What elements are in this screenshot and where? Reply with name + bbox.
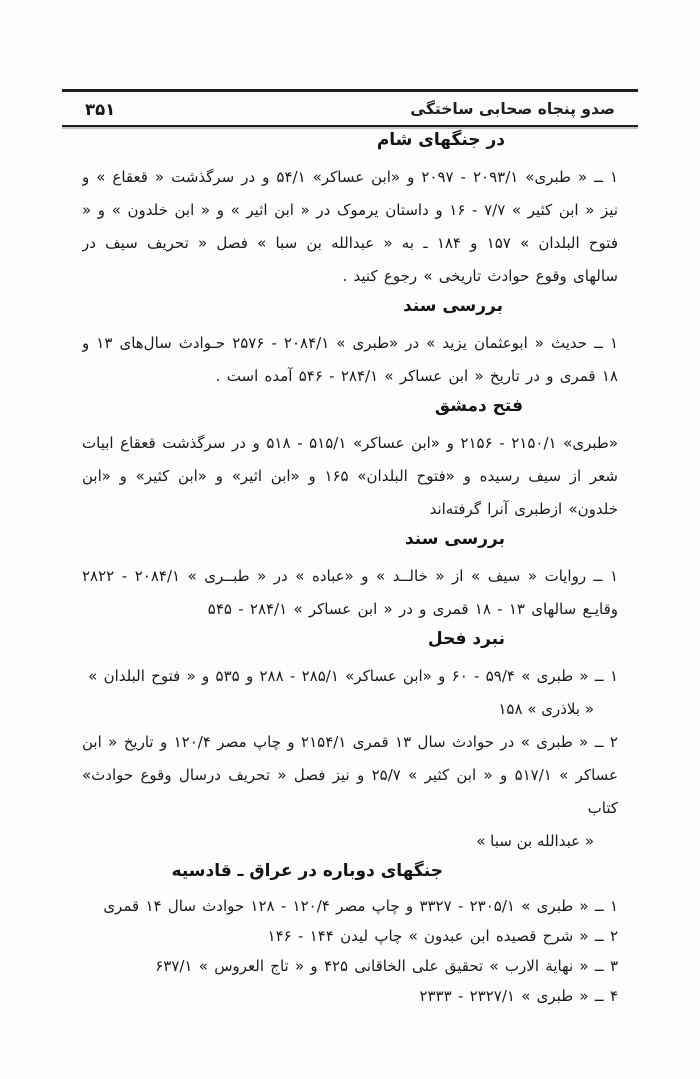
reference-paragraph: ۱ ــ روایات « سیف » از « خالــد » و «عباده » در « طبــری » ۲۰۸۴/۱ - ۲۸۲۲ وقایـع سالهای ۱۳ - ۱۸ قمری و در « ابن عساکر » ۲۸۴/۱ - ۵۴۵	[82, 567, 618, 618]
section-heading: نبرد فحل	[427, 629, 505, 649]
header-row	[85, 95, 615, 123]
section-heading: بررسی سند	[404, 529, 505, 549]
reference-paragraph: ۱ ــ « طبری » ۵۹/۴ - ۶۰ و «ابن عساکر» ۲۸۵/۱ - ۲۸۸ و ۵۳۵ و « فتوح البلدان »	[88, 667, 618, 685]
reference-paragraph: ۲ ــ « طبری » در حوادث سال ۱۳ قمری ۲۱۵۴/۱ و چاپ مصر ۱۲۰/۴ و تاریخ « ابن عساکر » ۵۱۷/۱ و « ابن کثیر » ۲۵/۷ و نیز فصل « تحریف درسال وقوع حوادث» کتاب	[82, 733, 618, 817]
section-sanad-review-1	[82, 293, 618, 393]
section-iraq-qadisiyya-wars	[82, 858, 618, 1011]
section-heading: جنگهای دوباره در عراق ـ قادسیه	[171, 861, 443, 881]
reference-line: ۳ ــ « نهایة الارب » تحقیق علی الخاقانی ۴۲۵ و « تاج العروس » ۶۳۷/۱	[155, 957, 618, 975]
header-rule-top	[62, 89, 638, 92]
page-number: ۳۵۱	[85, 99, 116, 119]
section-heading: در جنگهای شام	[376, 130, 505, 150]
section-fath-damascus	[82, 393, 618, 526]
reference-paragraph: «طبری» ۲۱۵۰/۱ - ۲۱۵۶ و «ابن عساکر» ۵۱۵/۱ - ۵۱۸ و در سرگذشت قعقاع ابیات شعر از سیف رسیده و «فتوح البلدان» ۱۶۵ و «ابن اثیر» و «ابن کثیر» و «ابن خلدون» ازطبری آنرا گرفته‌اند	[82, 434, 618, 518]
reference-line: ۱ ــ « طبری » ۲۳۰۵/۱ - ۳۳۲۷ و چاپ مصر ۱۲۰/۴ - ۱۲۸ حوادث سال ۱۴ قمری	[103, 897, 618, 915]
reference-paragraph: ۱ ــ « طبری» ۲۰۹۳/۱ - ۲۰۹۷ و «ابن عساکر» ۵۴/۱ و در سرگذشت « قعقاع » و نیز « ابن کثیر » ۷/۷ - ۱۶ و داستان یرموک در « ابن اثیر » و « ابن خلدون » و « فتوح البلدان » ۱۵۷ و ۱۸۴ ـ به « عبدالله بن سبا » فصل « تحریف سیف در سالهای وقوع حوادث تاریخی » رجوع کنید .	[82, 168, 618, 285]
reference-list	[82, 891, 618, 1011]
reference-paragraph: ۱ ــ حدیث « ابوعثمان یزید » در «طبری » ۲۰۸۴/۱ - ۲۵۷۶ حـوادث سال‌های ۱۳ و ۱۸ قمری و در تاریخ « ابن عساکر » ۲۸۴/۱ - ۵۴۶ آمده است .	[82, 334, 618, 385]
section-battle-of-fahl	[82, 626, 618, 858]
section-battles-of-sham	[82, 127, 618, 293]
running-title: صدو پنجاه صحابی ساختگی	[410, 100, 615, 118]
section-heading: بررسی سند	[402, 296, 503, 316]
section-sanad-review-2	[82, 526, 618, 626]
reference-line: « بلاذری » ۱۵۸	[498, 700, 594, 718]
reference-line: ۴ ــ « طبری » ۲۳۲۷/۱ - ۲۳۳۳	[419, 987, 618, 1005]
reference-line: « عبدالله بن سبا »	[476, 832, 594, 850]
reference-line: ۲ ــ « شرح قصیده ابن عبدون » چاپ لیدن ۱۴۴ - ۱۴۶	[267, 927, 618, 945]
page-body	[82, 127, 618, 1067]
section-heading: فتح دمشق	[434, 396, 523, 416]
